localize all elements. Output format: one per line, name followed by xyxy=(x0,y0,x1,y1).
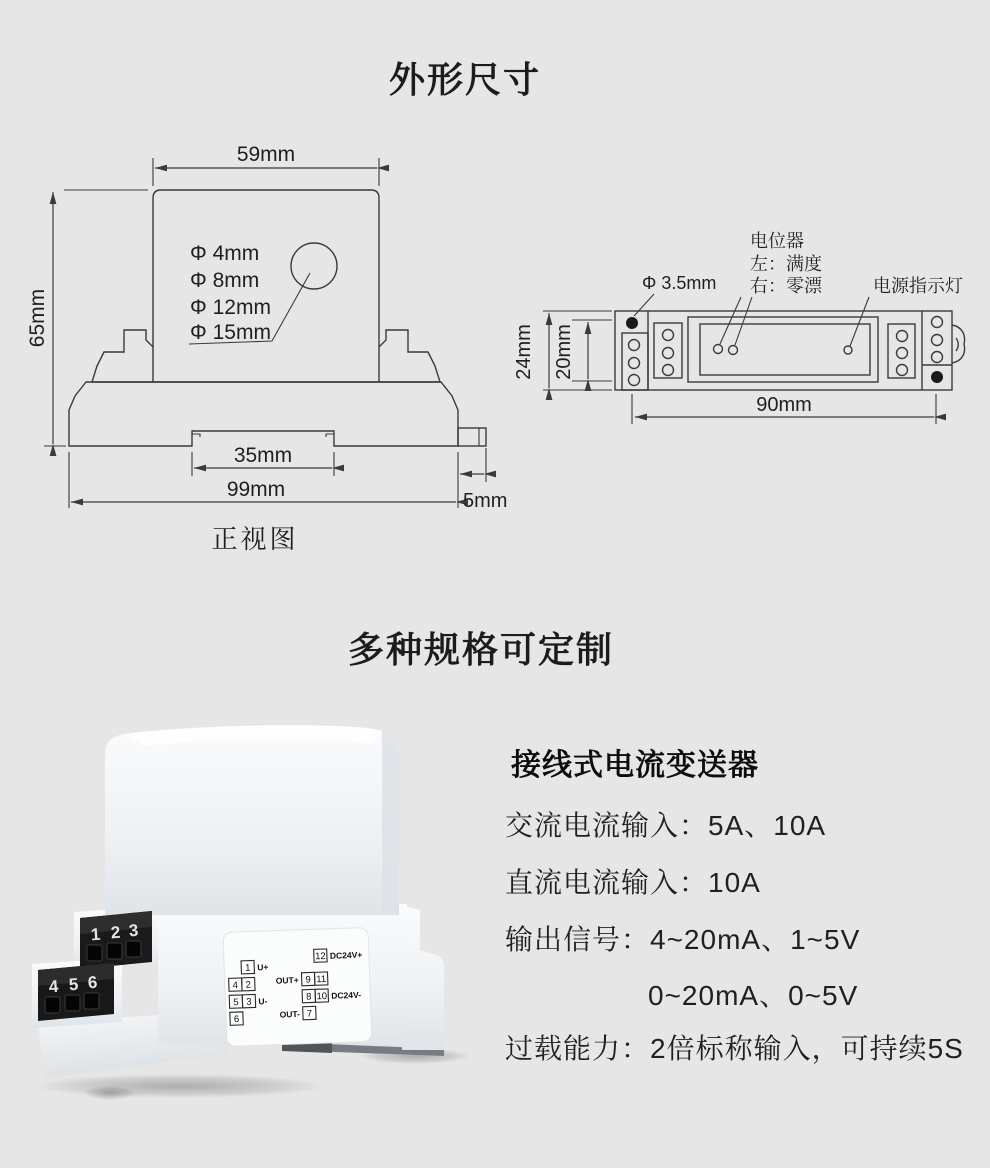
label-pot-left: 左：满度 xyxy=(750,254,822,274)
din-slot-hooks xyxy=(192,434,334,437)
page-title-custom: 多种规格可定制 xyxy=(347,629,614,670)
wiring-label-dc24-minus: DC24V- xyxy=(331,989,362,1001)
spec-output-signal-1: 输出信号：4~20mA、1~5V xyxy=(505,924,861,955)
front-right-wing xyxy=(379,330,440,382)
hole-size-3: Φ 12mm xyxy=(190,296,271,319)
wiring-pin-1: 1 xyxy=(244,962,251,974)
power-led xyxy=(844,346,852,354)
wiring-pin-8: 8 xyxy=(305,991,312,1003)
dim-height-outer: 24mm xyxy=(513,324,535,380)
terminal-number-5: 5 xyxy=(68,974,80,995)
spec-ac-input: 交流电流输入：5A、10A xyxy=(505,810,827,841)
dim-length: 90mm xyxy=(756,394,812,416)
side-dimension-lines xyxy=(549,313,934,417)
dim-height: 65mm xyxy=(26,288,49,348)
side-din-clip xyxy=(952,325,965,363)
mounting-hole-right xyxy=(931,371,943,383)
label-power-led: 电源指示灯 xyxy=(873,276,963,296)
wiring-pin-3: 3 xyxy=(246,996,252,1008)
terminal-number-2: 2 xyxy=(110,922,122,943)
wiring-pin-12: 12 xyxy=(314,950,326,963)
wiring-label-dc24-plus: DC24V+ xyxy=(329,949,363,961)
side-extension-lines xyxy=(543,311,936,424)
front-body-outline xyxy=(153,190,379,382)
wiring-pin-2: 2 xyxy=(245,979,252,991)
mounting-hole-left xyxy=(626,317,638,329)
wiring-label-out-plus: OUT+ xyxy=(275,974,299,986)
hole-size-1: Φ 4mm xyxy=(190,242,260,265)
label-mounting-hole: Φ 3.5mm xyxy=(642,273,717,293)
terminal-number-1: 1 xyxy=(90,924,102,945)
wiring-label-u-minus: U- xyxy=(258,996,268,1007)
front-left-wing xyxy=(92,330,153,382)
hole-size-2: Φ 8mm xyxy=(190,269,260,292)
wiring-pin-11: 11 xyxy=(316,973,327,986)
hole-size-4: Φ 15mm xyxy=(190,321,271,344)
label-pot-right: 右：零漂 xyxy=(750,276,822,296)
spec-dc-input: 直流电流输入：10A xyxy=(505,867,761,898)
side-leader-lines xyxy=(634,294,869,346)
dim-width-top: 59mm xyxy=(236,143,296,166)
wiring-pin-9: 9 xyxy=(305,974,312,986)
page-title-dimensions: 外形尺寸 xyxy=(388,59,541,100)
side-view-drawing xyxy=(543,294,965,424)
dim-height-inner: 20mm xyxy=(553,324,575,380)
spec-output-signal-2: 0~20mA、0~5V xyxy=(648,980,859,1011)
wiring-pin-4: 4 xyxy=(232,980,239,992)
product-photo xyxy=(30,700,480,1120)
wiring-label-out-minus: OUT- xyxy=(279,1008,301,1020)
terminal-number-3: 3 xyxy=(128,920,140,941)
wiring-pin-7: 7 xyxy=(306,1008,313,1020)
din-clip xyxy=(458,428,486,446)
spec-overload: 过载能力：2倍标称输入，可持续5S xyxy=(505,1033,964,1064)
aperture-hole xyxy=(291,243,337,289)
product-spec-title: 接线式电流变送器 xyxy=(511,749,759,782)
dim-clip: 5mm xyxy=(463,490,508,512)
product-wiring-label xyxy=(223,927,372,1046)
dim-rail-width: 35mm xyxy=(233,444,293,467)
terminal-number-4: 4 xyxy=(48,976,60,997)
terminal-block-lower xyxy=(38,963,114,1021)
wiring-pin-10: 10 xyxy=(316,990,328,1003)
wiring-label-u-plus: U+ xyxy=(257,961,269,973)
dim-total-width: 99mm xyxy=(226,478,286,501)
front-view-caption: 正视图 xyxy=(211,524,299,554)
label-potentiometer: 电位器 xyxy=(750,231,804,251)
wiring-pin-6: 6 xyxy=(233,1014,240,1026)
potentiometers xyxy=(714,345,738,355)
terminal-block-upper xyxy=(80,911,152,969)
terminal-number-6: 6 xyxy=(87,972,99,993)
wiring-pin-5: 5 xyxy=(233,997,239,1009)
front-base-outline xyxy=(69,382,458,446)
